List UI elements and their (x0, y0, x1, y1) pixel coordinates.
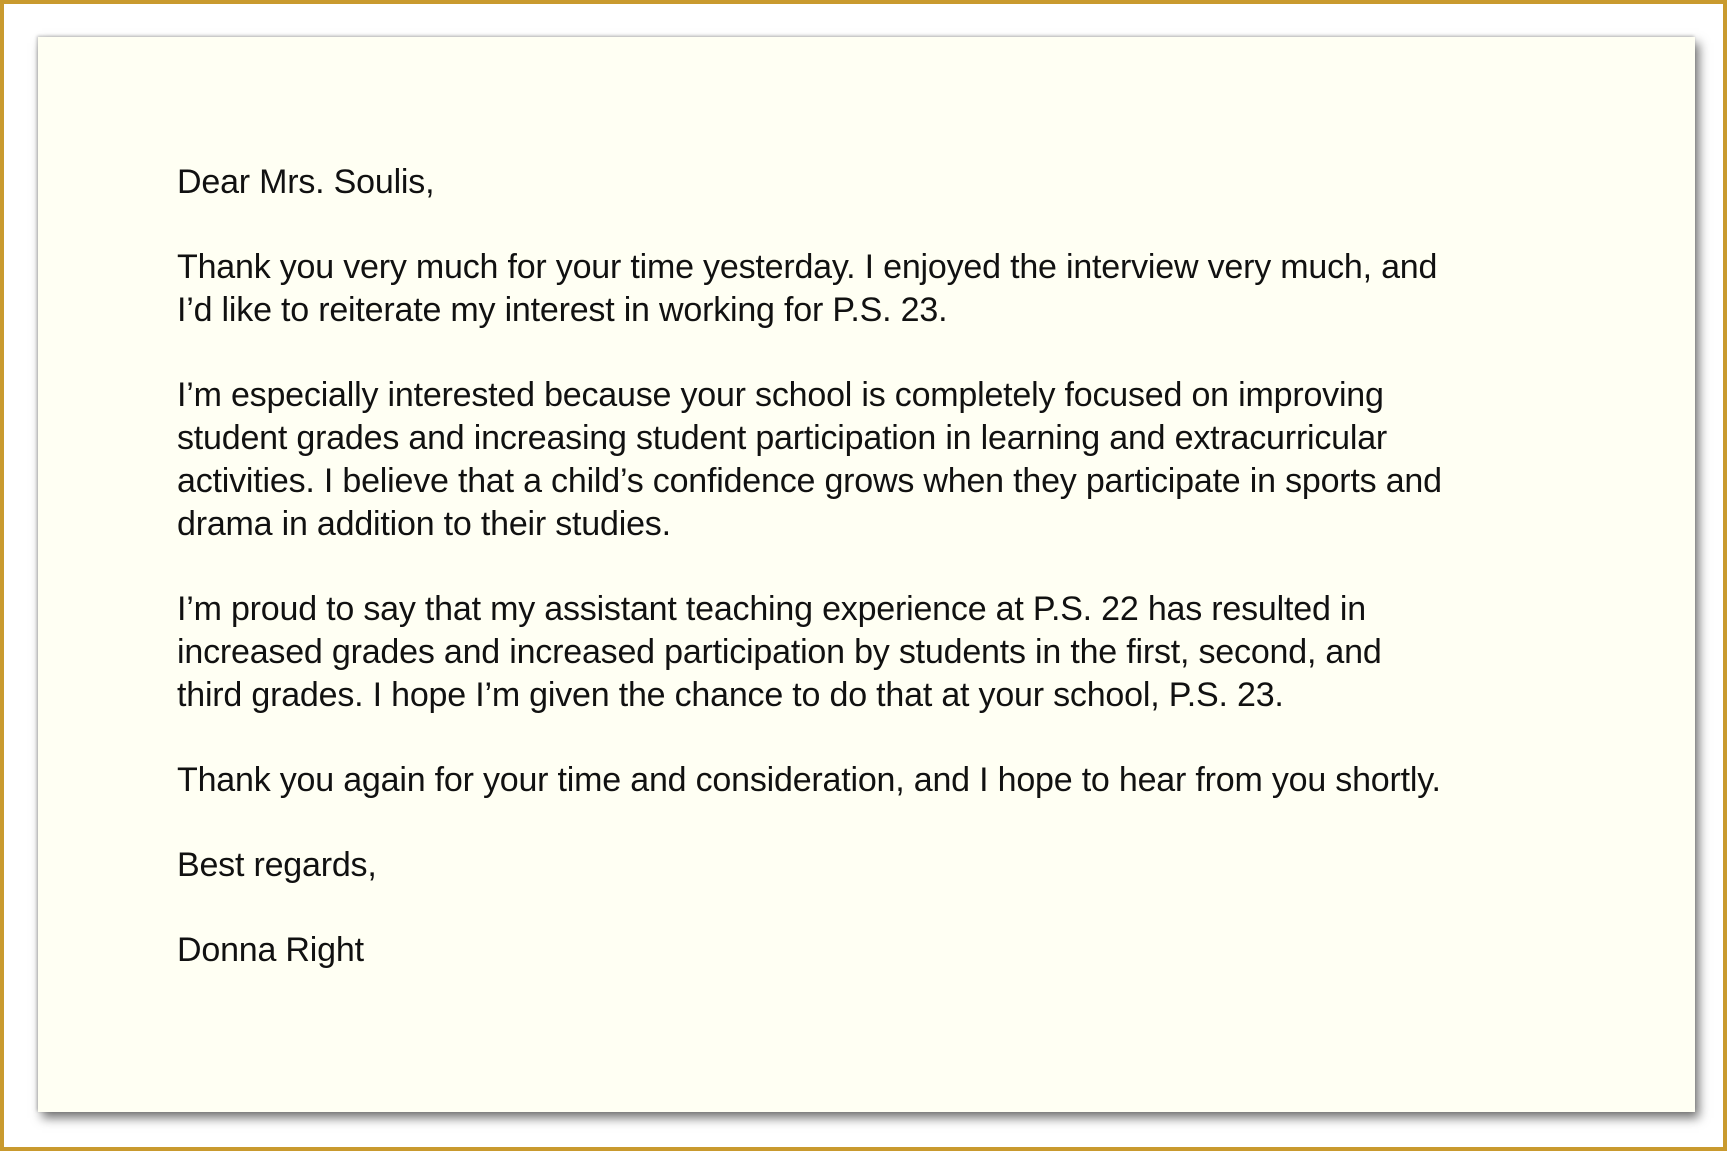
paragraph-line: student grades and increasing student participation in learning and extracurricular (177, 419, 1388, 457)
letter-card (38, 37, 1695, 1112)
salutation-text: Dear Mrs. Soulis, (177, 163, 435, 201)
paragraph-closing-thanks (177, 759, 1597, 802)
closing-text: Best regards, (177, 846, 377, 884)
paragraph-line: increased grades and increased participation by students in the first, second, and (177, 633, 1382, 671)
paragraph-line: I’m especially interested because your school is completely focused on improving (177, 376, 1384, 414)
paragraph-line: Thank you again for your time and consideration, and I hope to hear from you shortly. (177, 761, 1441, 799)
paragraph-line: activities. I believe that a child’s confidence grows when they participate in sports and (177, 462, 1442, 500)
paragraph-interest (177, 374, 1597, 546)
paragraph-thank-you (177, 246, 1597, 332)
paragraph-line: Thank you very much for your time yesterday. I enjoyed the interview very much, and (177, 248, 1438, 286)
signature (177, 929, 1597, 972)
paragraph-line: I’m proud to say that my assistant teaching experience at P.S. 22 has resulted in (177, 590, 1366, 628)
letter-body (177, 161, 1597, 1014)
paragraph-line: drama in addition to their studies. (177, 505, 671, 543)
paragraph-experience (177, 588, 1597, 717)
paragraph-line: third grades. I hope I’m given the chance to do that at your school, P.S. 23. (177, 676, 1284, 714)
paragraph-line: I’d like to reiterate my interest in working for P.S. 23. (177, 291, 948, 329)
salutation (177, 161, 1597, 204)
closing (177, 844, 1597, 887)
signature-text: Donna Right (177, 931, 364, 969)
